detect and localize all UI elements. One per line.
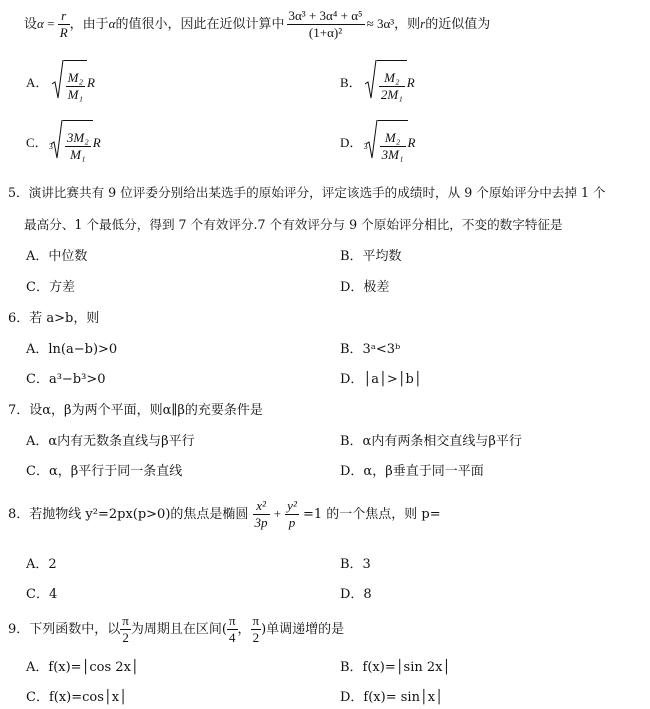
- q8-option-c: C．4: [26, 587, 58, 602]
- q4-option-c: C． 3 $\frac{\text{3M₂}}{\text{M₁}}$ R: [26, 120, 101, 166]
- q5-stem-line2: 最高分、1 个最低分，得到 7 个有效评分.7 个有效评分与 9 个原始评分相比，不变的数字特征是: [24, 217, 563, 232]
- q4-alpha: α: [37, 16, 44, 31]
- q4-stem-end2: 的近似值为: [425, 17, 491, 32]
- q4-approx: ≈ 3α³: [366, 16, 395, 31]
- q4-stem-end: ，则: [394, 17, 421, 32]
- q9-option-b: B．f(x)=│sin 2x│: [340, 660, 451, 675]
- q6-option-a: A．ln(a−b)>0: [26, 342, 118, 357]
- q8-option-b: B．3: [340, 557, 371, 572]
- q5-option-c: C．方差: [26, 280, 75, 295]
- q5-option-b: B．平均数: [340, 249, 402, 264]
- q6-option-c: C．a³−b³>0: [26, 372, 106, 387]
- q7-option-d: D．α，β垂直于同一平面: [340, 464, 484, 479]
- q8-fraction-x: $\frac{\text{x²}}{3p}$: [254, 498, 268, 530]
- sqrt-icon: [52, 60, 64, 100]
- q8-option-d: D．8: [340, 587, 372, 602]
- radical-sign: 3 $\frac{\text{3M₂}}{\text{M₁}}$: [51, 120, 93, 168]
- q9-stem-pre: 9．下列函数中，以: [8, 622, 121, 637]
- q4-alpha-2: α: [108, 16, 116, 31]
- q4-r-over-R: $\frac{r}{R}$: [59, 8, 68, 40]
- q9-option-c: C．f(x)=cos│x│: [26, 690, 127, 705]
- radical-sign: 3 $\frac{\text{M₂}}{\text{3M₁}}$: [366, 120, 408, 168]
- q6-option-b: B．3ᵃ<3ᵇ: [340, 342, 401, 357]
- q7-stem: 7．设α，β为两个平面，则α∥β的充要条件是: [8, 403, 263, 418]
- q5-stem-line1: 5．演讲比赛共有 9 位评委分别给出某选手的原始评分，评定该选手的成绩时，从 9 个原始评分中去掉 1 个: [8, 185, 606, 200]
- q9-option-d: D．f(x)= sin│x│: [340, 690, 443, 705]
- q4-stem-pre: 设: [24, 17, 38, 32]
- q8-stem-pre: 8．若抛物线 y²=2px(p>0)的焦点是椭圆: [8, 507, 249, 522]
- q8-plus: +: [273, 506, 282, 521]
- q4-stem-mid1: ，由于: [69, 17, 109, 32]
- q9-stem: [8, 610, 344, 650]
- cbrt-icon: [51, 120, 63, 160]
- q9-interval-right: $\frac{\pi}{2}$: [252, 613, 260, 645]
- sqrt-icon: [365, 60, 377, 100]
- radical-sign: $\frac{\text{M₂}}{\text{M₁}}$: [52, 60, 87, 108]
- q4-option-b: B． $\frac{\text{M₂}}{\text{2M₁}}$ R: [340, 60, 415, 106]
- q4-r: r: [420, 16, 426, 31]
- q8-fraction-y: $\frac{\text{y²}}{p}$: [287, 498, 297, 530]
- q9-comma: ，: [237, 622, 251, 637]
- q4-stem: [24, 4, 490, 44]
- cbrt-icon: [366, 120, 378, 160]
- q4-option-d: D． 3 $\frac{\text{M₂}}{\text{3M₁}}$ R: [340, 120, 415, 166]
- q4-eq: =: [43, 16, 58, 31]
- q9-stem-post: )单调递增的是: [261, 622, 345, 637]
- q6-stem: 6．若 a>b，则: [8, 311, 100, 326]
- radical-sign: $\frac{\text{M₂}}{\text{2M₁}}$: [365, 60, 407, 108]
- q9-interval-left: $\frac{\pi}{4}$: [228, 613, 236, 645]
- q5-option-d: D．极差: [340, 280, 390, 295]
- q5-option-a: A．中位数: [26, 249, 88, 264]
- q8-option-a: A．2: [26, 557, 57, 572]
- q4-option-a: A． $\frac{\text{M₂}}{\text{M₁}}$ R: [26, 60, 95, 106]
- q6-option-d: D．│a│>│b│: [340, 372, 422, 387]
- q8-stem-post: =1 的一个焦点，则 p=: [302, 507, 441, 522]
- q7-option-c: C．α，β平行于同一条直线: [26, 464, 183, 479]
- q7-option-b: B．α内有两条相交直线与β平行: [340, 434, 522, 449]
- q9-stem-mid: 为周期且在区间(: [130, 622, 227, 637]
- q9-period-fraction: $\frac{\pi}{2}$: [122, 613, 129, 645]
- q7-option-a: A．α内有无数条直线与β平行: [26, 434, 195, 449]
- q8-stem: [8, 494, 441, 534]
- q9-option-a: A．f(x)=│cos 2x│: [26, 660, 139, 675]
- q4-stem-mid2: 的值很小，因此在近似计算中: [115, 17, 285, 32]
- q4-approx-fraction: $\frac{\text{3α³ + 3α⁴ + α⁵}}{\text{(1+α)²}}$: [288, 8, 363, 40]
